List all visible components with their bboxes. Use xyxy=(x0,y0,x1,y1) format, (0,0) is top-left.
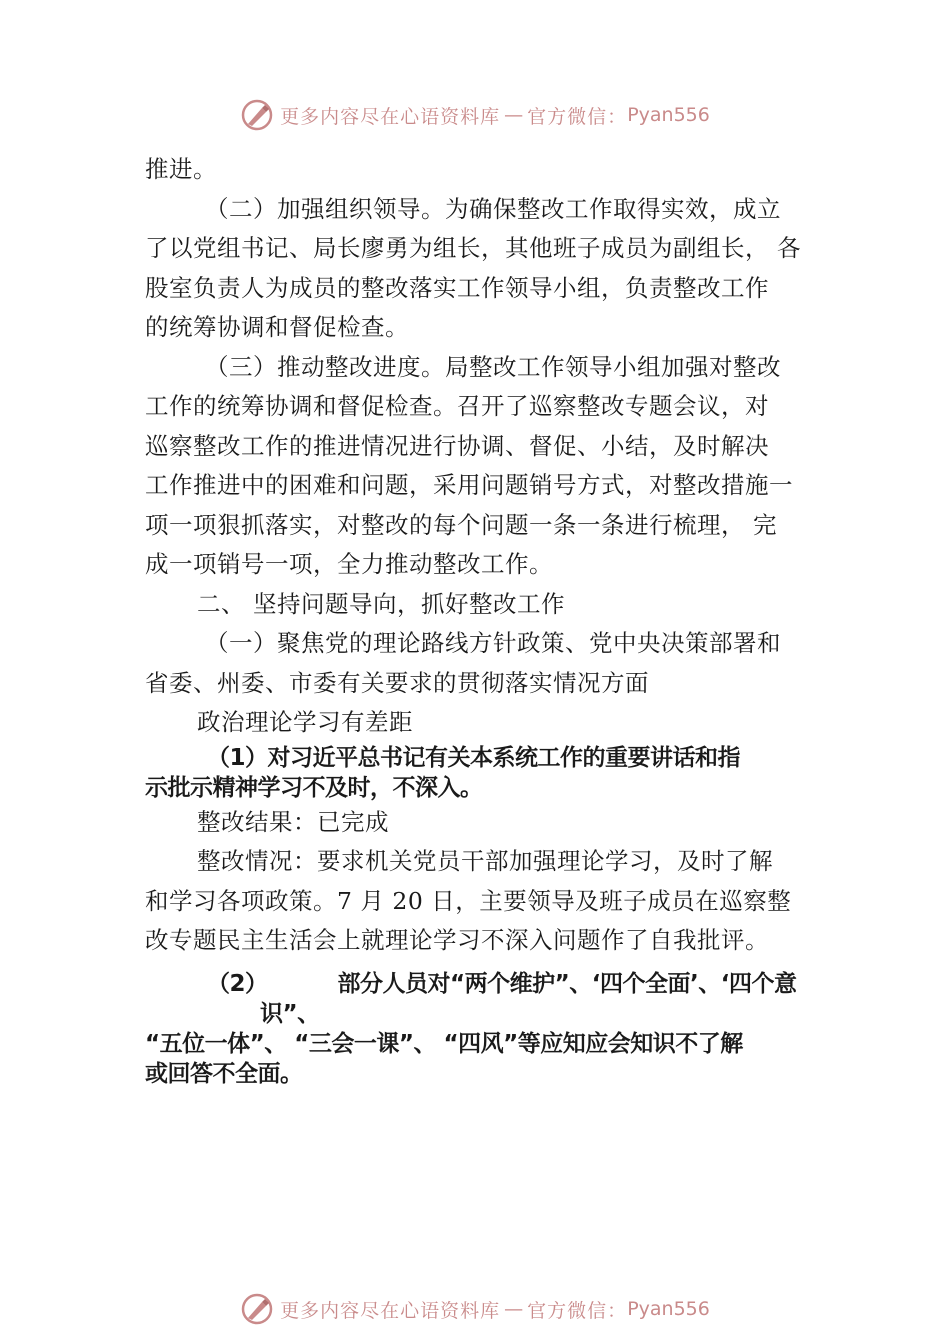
watermark-separator: — xyxy=(504,1298,524,1320)
watermark-wechat-label: 官方微信： xyxy=(527,105,628,128)
paragraph-line: （一）聚焦党的理论路线方针政策、党中央决策部署和 xyxy=(205,629,781,657)
bold-item-2-line: 或回答不全面。 xyxy=(145,1060,303,1087)
header-watermark xyxy=(0,95,950,135)
paragraph-line: （二）加强组织领导。为确保整改工作取得实效，成立 xyxy=(205,194,781,223)
footer-watermark xyxy=(0,1289,950,1329)
watermark-handle: Pyan556 xyxy=(627,1298,710,1320)
section-heading: 二、 坚持问题导向，抓好整改工作 xyxy=(197,589,565,618)
paragraph-line: 了以党组书记、局长廖勇为组长，其他班子成员为副组长， 各 xyxy=(145,234,801,262)
paragraph-line: 工作的统筹协调和督促检查。召开了巡察整改专题会议，对 xyxy=(145,392,769,420)
watermark-separator: — xyxy=(504,104,524,126)
paragraph-line: 工作推进中的困难和问题，采用问题销号方式，对整改措施一 xyxy=(145,471,793,499)
pen-logo-icon xyxy=(240,1292,274,1326)
paragraph-line: 省委、州委、市委有关要求的贯彻落实情况方面 xyxy=(145,668,649,697)
pen-logo-icon xyxy=(240,98,274,132)
document-body xyxy=(145,150,825,1089)
subheading-line: 政治理论学习有差距 xyxy=(197,708,413,736)
paragraph-line: （三）推动整改进度。局整改工作领导小组加强对整改 xyxy=(205,352,781,381)
paragraph-line: 成一项销号一项，全力推动整改工作。 xyxy=(145,550,553,578)
watermark-text: 更多内容尽在心语资料库 xyxy=(280,1299,501,1322)
paragraph-line: 和学习各项政策。7 月 20 日，主要领导及班子成员在巡察整 xyxy=(145,886,792,915)
bold-item-1-line: 示批示精神学习不及时，不深入。 xyxy=(145,774,483,801)
watermark-text: 更多内容尽在心语资料库 xyxy=(280,105,501,128)
paragraph-line: 巡察整改工作的推进情况进行协调、督促、小结，及时解决 xyxy=(145,431,769,460)
bold-item-2-line xyxy=(145,969,825,999)
paragraph-line: 改专题民主生活会上就理论学习不深入问题作了自我批评。 xyxy=(145,926,769,954)
watermark-handle: Pyan556 xyxy=(627,104,710,126)
paragraph-line: 股室负责人为成员的整改落实工作领导小组，负责整改工作 xyxy=(145,273,769,302)
paragraph-line: 整改结果：已完成 xyxy=(197,807,389,836)
bold-item-2-text: 部分人员对“两个维护”、‘四个全面’、‘四个意 xyxy=(337,970,797,997)
bold-item-2-number: （2） xyxy=(207,970,268,997)
paragraph-line: 推进。 xyxy=(145,155,217,183)
bold-item-2-line: “五位一体”、 “三会一课”、 “四风”等应知应会知识不了解 xyxy=(145,1030,743,1057)
bold-item-1-line: （1）对习近平总书记有关本系统工作的重要讲话和指 xyxy=(207,744,741,771)
paragraph-line: 的统筹协调和督促检查。 xyxy=(145,313,409,341)
watermark-wechat-label: 官方微信： xyxy=(527,1299,628,1322)
paragraph-line: 项一项狠抓落实，对整改的每个问题一条一条进行梳理， 完 xyxy=(145,510,777,539)
bold-item-2-line: 识”、 xyxy=(260,1000,320,1027)
paragraph-line: 整改情况：要求机关党员干部加强理论学习，及时了解 xyxy=(197,847,773,875)
